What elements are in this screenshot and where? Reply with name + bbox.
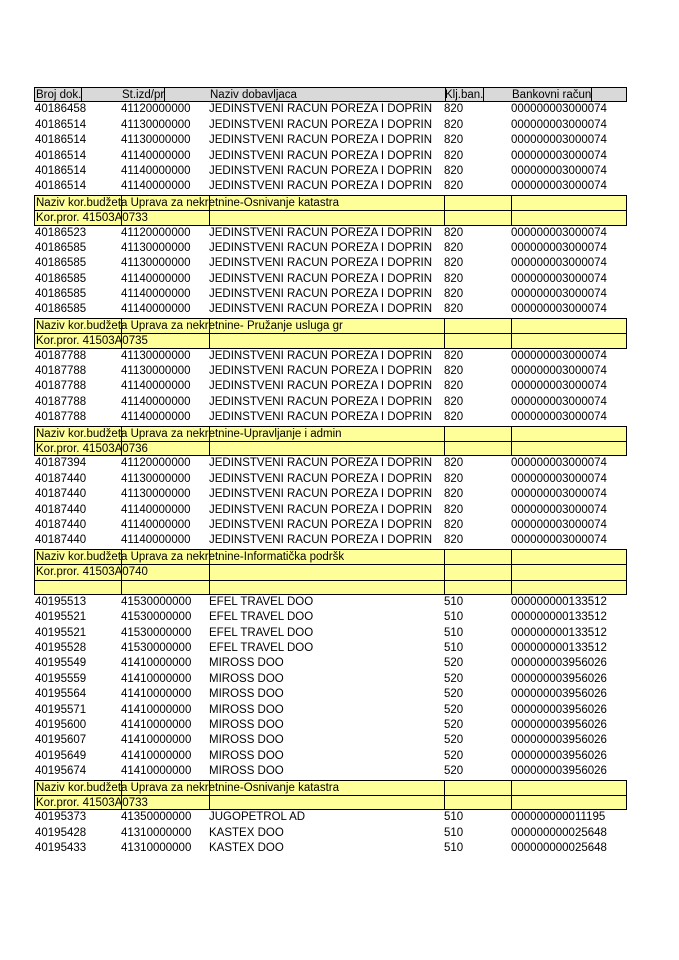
cell-naziv-dobavljaca: JEDINSTVENI RACUN POREZA I DOPRIN (209, 365, 433, 378)
cell-st-izd-pr: 41350000000 (121, 811, 192, 824)
cell-klj-ban: 820 (444, 534, 464, 547)
group-header-row (34, 210, 627, 225)
cell-divider (209, 581, 210, 594)
cell-broj-dok: 40186514 (35, 180, 87, 193)
cell-st-izd-pr: 41120000000 (121, 226, 191, 239)
table-row (34, 533, 627, 548)
cell-bankovni-racun: 000000003956026 (511, 688, 607, 701)
cell-bankovni-racun: 000000003956026 (511, 749, 607, 762)
cell-bankovni-racun: 000000003000074 (511, 518, 607, 531)
cell-klj-ban: 520 (444, 734, 464, 747)
cell-st-izd-pr: 41130000000 (121, 241, 191, 254)
cell-naziv-dobavljaca: JEDINSTVENI RACUN POREZA I DOPRIN (209, 241, 433, 254)
cell-naziv-dobavljaca: JEDINSTVENI RACUN POREZA I DOPRIN (209, 226, 433, 239)
table-row (34, 595, 627, 610)
group-header-text: Naziv kor.budžeta Uprava za nekretnine-Osnivanje katastra (36, 196, 339, 209)
cell-naziv-dobavljaca: JEDINSTVENI RACUN POREZA I DOPRIN (209, 411, 433, 424)
cell-naziv-dobavljaca: JEDINSTVENI RACUN POREZA I DOPRIN (209, 288, 433, 301)
cell-naziv-dobavljaca: JEDINSTVENI RACUN POREZA I DOPRIN (209, 118, 433, 131)
cell-naziv-dobavljaca: EFEL TRAVEL DOO (209, 642, 314, 655)
header-row (34, 87, 627, 102)
cell-st-izd-pr: 41140000000 (121, 395, 191, 408)
table-row (34, 826, 627, 841)
cell-klj-ban: 820 (444, 411, 464, 424)
cell-klj-ban: 820 (444, 226, 464, 239)
cell-broj-dok: 40187788 (35, 395, 87, 408)
cell-klj-ban: 820 (444, 149, 464, 162)
cell-klj-ban: 520 (444, 765, 464, 778)
cell-bankovni-racun: 000000000025648 (511, 826, 607, 839)
table-row (34, 364, 627, 379)
cell-st-izd-pr: 41530000000 (121, 611, 192, 624)
group-header-row (34, 441, 627, 456)
cell-naziv-dobavljaca: JEDINSTVENI RACUN POREZA I DOPRIN (209, 272, 433, 285)
cell-klj-ban: 820 (444, 303, 464, 316)
cell-st-izd-pr: 41410000000 (121, 734, 192, 747)
cell-st-izd-pr: 41140000000 (121, 303, 191, 316)
cell-bankovni-racun: 000000003000074 (511, 272, 607, 285)
cell-naziv-dobavljaca: JEDINSTVENI RACUN POREZA I DOPRIN (209, 472, 433, 485)
cell-bankovni-racun: 000000003000074 (511, 411, 607, 424)
cell-bankovni-racun: 000000003000074 (511, 149, 607, 162)
cell-divider (444, 427, 445, 441)
cell-broj-dok: 40187788 (35, 365, 87, 378)
table-row (34, 456, 627, 471)
cell-broj-dok: 40195649 (35, 749, 87, 762)
cell-bankovni-racun: 000000000133512 (511, 611, 607, 624)
cell-klj-ban: 820 (444, 395, 464, 408)
group-header-row (34, 318, 627, 333)
cell-broj-dok: 40186514 (35, 118, 87, 131)
table-row (34, 226, 627, 241)
table-row (34, 118, 627, 133)
cell-naziv-dobavljaca: MIROSS DOO (209, 734, 284, 747)
cell-naziv-dobavljaca: JEDINSTVENI RACUN POREZA I DOPRIN (209, 164, 433, 177)
cell-klj-ban: 520 (444, 657, 464, 670)
table-row (34, 133, 627, 148)
table-row (34, 102, 627, 117)
cell-divider (444, 550, 445, 564)
cell-bankovni-racun: 000000000133512 (511, 626, 607, 639)
cell-st-izd-pr: 41140000000 (121, 288, 191, 301)
cell-naziv-dobavljaca: JEDINSTVENI RACUN POREZA I DOPRIN (209, 103, 433, 116)
cell-klj-ban: 820 (444, 288, 464, 301)
cell-klj-ban: 820 (444, 503, 464, 516)
cell-st-izd-pr: 41130000000 (121, 118, 191, 131)
group-header-row (34, 549, 627, 564)
cell-bankovni-racun: 000000000133512 (511, 642, 607, 655)
cell-bankovni-racun: 000000003956026 (511, 657, 607, 670)
cell-broj-dok: 40195528 (35, 642, 87, 655)
table-body (34, 102, 627, 856)
header-cell-naziv-dobavljaca: Naziv dobavljaca (210, 88, 446, 101)
cell-klj-ban: 820 (444, 518, 464, 531)
cell-klj-ban: 820 (444, 103, 464, 116)
table-row (34, 672, 627, 687)
cell-naziv-dobavljaca: MIROSS DOO (209, 672, 284, 685)
cell-broj-dok: 40195549 (35, 657, 87, 670)
cell-bankovni-racun: 000000003000074 (511, 241, 607, 254)
cell-bankovni-racun: 000000003956026 (511, 703, 607, 716)
cell-st-izd-pr: 41140000000 (121, 518, 191, 531)
table-row (34, 149, 627, 164)
cell-klj-ban: 820 (444, 241, 464, 254)
cell-klj-ban: 520 (444, 672, 464, 685)
cell-broj-dok: 40195607 (35, 734, 87, 747)
cell-broj-dok: 40195521 (35, 611, 87, 624)
cell-bankovni-racun: 000000003000074 (511, 134, 607, 147)
table-row (34, 410, 627, 425)
cell-bankovni-racun: 000000003000074 (511, 380, 607, 393)
cell-divider (444, 319, 445, 333)
cell-klj-ban: 820 (444, 457, 464, 470)
cell-st-izd-pr: 41120000000 (121, 457, 191, 470)
cell-klj-ban: 820 (444, 118, 464, 131)
cell-naziv-dobavljaca: MIROSS DOO (209, 688, 284, 701)
cell-st-izd-pr: 41410000000 (121, 719, 192, 732)
cell-broj-dok: 40186585 (35, 241, 87, 254)
group-header-text: Kor.pror. 41503A0735 (36, 335, 148, 348)
cell-divider (511, 565, 512, 579)
cell-bankovni-racun: 000000003000074 (511, 257, 607, 270)
cell-klj-ban: 820 (444, 380, 464, 393)
cell-broj-dok: 40195571 (35, 703, 87, 716)
cell-st-izd-pr: 41130000000 (121, 134, 191, 147)
cell-st-izd-pr: 41140000000 (121, 411, 191, 424)
cell-klj-ban: 820 (444, 365, 464, 378)
cell-naziv-dobavljaca: JEDINSTVENI RACUN POREZA I DOPRIN (209, 457, 433, 470)
cell-bankovni-racun: 000000003000074 (511, 180, 607, 193)
cell-klj-ban: 520 (444, 719, 464, 732)
spreadsheet (34, 87, 627, 857)
table-row (34, 179, 627, 194)
cell-bankovni-racun: 000000003000074 (511, 118, 607, 131)
cell-klj-ban: 820 (444, 180, 464, 193)
cell-klj-ban: 520 (444, 688, 464, 701)
table-row (34, 272, 627, 287)
cell-naziv-dobavljaca: EFEL TRAVEL DOO (209, 595, 314, 608)
cell-naziv-dobavljaca: JEDINSTVENI RACUN POREZA I DOPRIN (209, 180, 433, 193)
cell-bankovni-racun: 000000003000074 (511, 472, 607, 485)
cell-naziv-dobavljaca: JEDINSTVENI RACUN POREZA I DOPRIN (209, 503, 433, 516)
table-row (34, 487, 627, 502)
group-header-row (34, 580, 627, 595)
cell-naziv-dobavljaca: KASTEX DOO (209, 842, 284, 855)
cell-divider (511, 550, 512, 564)
group-header-row (34, 426, 627, 441)
cell-naziv-dobavljaca: JEDINSTVENI RACUN POREZA I DOPRIN (209, 149, 433, 162)
group-header-text: Naziv kor.budžeta Uprava za nekretnine- Pružanje usluga gr (36, 319, 343, 332)
cell-broj-dok: 40186514 (35, 149, 87, 162)
cell-divider (511, 319, 512, 333)
cell-naziv-dobavljaca: JEDINSTVENI RACUN POREZA I DOPRIN (209, 303, 433, 316)
cell-bankovni-racun: 000000003000074 (511, 534, 607, 547)
cell-divider (209, 796, 210, 809)
cell-naziv-dobavljaca: JEDINSTVENI RACUN POREZA I DOPRIN (209, 134, 433, 147)
table-row (34, 703, 627, 718)
cell-klj-ban: 520 (444, 703, 464, 716)
cell-st-izd-pr: 41410000000 (121, 749, 192, 762)
cell-st-izd-pr: 41410000000 (121, 672, 192, 685)
cell-broj-dok: 40187440 (35, 472, 87, 485)
cell-broj-dok: 40187788 (35, 411, 87, 424)
cell-broj-dok: 40186585 (35, 272, 87, 285)
cell-divider (209, 565, 210, 579)
cell-broj-dok: 40195564 (35, 688, 87, 701)
cell-broj-dok: 40187394 (35, 457, 87, 470)
cell-broj-dok: 40187440 (35, 534, 87, 547)
cell-bankovni-racun: 000000003956026 (511, 765, 607, 778)
cell-divider (511, 427, 512, 441)
cell-klj-ban: 510 (444, 611, 464, 624)
cell-divider (444, 565, 445, 579)
cell-broj-dok: 40186523 (35, 226, 87, 239)
cell-divider (511, 442, 512, 455)
table-row (34, 349, 627, 364)
cell-st-izd-pr: 41310000000 (121, 826, 192, 839)
cell-broj-dok: 40195373 (35, 811, 87, 824)
cell-klj-ban: 510 (444, 842, 464, 855)
cell-klj-ban: 820 (444, 272, 464, 285)
header-cell-st-izd-pr: St.izd/pr (122, 89, 165, 101)
group-header-text: Kor.pror. 41503A0733 (36, 796, 148, 809)
cell-broj-dok: 40195428 (35, 826, 87, 839)
cell-broj-dok: 40195674 (35, 765, 87, 778)
cell-bankovni-racun: 000000003000074 (511, 303, 607, 316)
table-row (34, 302, 627, 317)
group-header-text: Kor.pror. 41503A0733 (36, 212, 148, 225)
cell-broj-dok: 40187440 (35, 518, 87, 531)
cell-bankovni-racun: 000000000133512 (511, 595, 607, 608)
cell-st-izd-pr: 41140000000 (121, 164, 191, 177)
group-header-text: Kor.pror. 41503A0740 (36, 566, 148, 579)
cell-broj-dok: 40186514 (35, 164, 87, 177)
cell-divider (209, 442, 210, 455)
table-row (34, 164, 627, 179)
table-row (34, 749, 627, 764)
cell-klj-ban: 820 (444, 349, 464, 362)
cell-st-izd-pr: 41130000000 (121, 349, 191, 362)
cell-divider (121, 581, 122, 594)
cell-divider (511, 196, 512, 210)
cell-broj-dok: 40195521 (35, 626, 87, 639)
table-row (34, 718, 627, 733)
cell-st-izd-pr: 41530000000 (121, 626, 192, 639)
group-header-text: Naziv kor.budžeta Uprava za nekretnine-Upravljanje i admin (36, 427, 342, 440)
cell-naziv-dobavljaca: MIROSS DOO (209, 765, 284, 778)
cell-broj-dok: 40195433 (35, 842, 87, 855)
cell-broj-dok: 40187788 (35, 349, 87, 362)
cell-klj-ban: 820 (444, 164, 464, 177)
cell-divider (444, 796, 445, 809)
cell-naziv-dobavljaca: JEDINSTVENI RACUN POREZA I DOPRIN (209, 257, 433, 270)
cell-st-izd-pr: 41140000000 (121, 149, 191, 162)
cell-bankovni-racun: 000000000011195 (511, 811, 606, 824)
cell-naziv-dobavljaca: MIROSS DOO (209, 719, 284, 732)
cell-klj-ban: 510 (444, 811, 464, 824)
cell-bankovni-racun: 000000003000074 (511, 365, 607, 378)
table-row (34, 379, 627, 394)
cell-divider (209, 211, 210, 224)
cell-broj-dok: 40195513 (35, 595, 87, 608)
group-header-row (34, 333, 627, 348)
cell-st-izd-pr: 41410000000 (121, 765, 192, 778)
cell-st-izd-pr: 41130000000 (121, 472, 191, 485)
group-header-text: Kor.pror. 41503A0736 (36, 442, 148, 455)
header-cell-bankovni-racun: Bankovni račun (512, 89, 592, 101)
header-cell-klj-ban: Klj.ban. (445, 89, 484, 101)
cell-bankovni-racun: 000000003000074 (511, 164, 607, 177)
cell-naziv-dobavljaca: JEDINSTVENI RACUN POREZA I DOPRIN (209, 534, 433, 547)
cell-bankovni-racun: 000000003000074 (511, 457, 607, 470)
cell-broj-dok: 40186585 (35, 303, 87, 316)
header-cell-broj-dok: Broj dok. (36, 89, 82, 101)
cell-klj-ban: 510 (444, 826, 464, 839)
group-header-text: Naziv kor.budžeta Uprava za nekretnine-Osnivanje katastra (36, 781, 339, 794)
cell-naziv-dobavljaca: EFEL TRAVEL DOO (209, 611, 314, 624)
cell-broj-dok: 40186585 (35, 257, 87, 270)
table-row (34, 610, 627, 625)
cell-broj-dok: 40187440 (35, 488, 87, 501)
cell-st-izd-pr: 41530000000 (121, 642, 192, 655)
table-row (34, 656, 627, 671)
cell-broj-dok: 40187788 (35, 380, 87, 393)
group-header-row (34, 780, 627, 795)
table-row (34, 641, 627, 656)
cell-st-izd-pr: 41530000000 (121, 595, 192, 608)
table-row (34, 841, 627, 856)
cell-divider (444, 442, 445, 455)
cell-st-izd-pr: 41140000000 (121, 503, 191, 516)
cell-naziv-dobavljaca: JEDINSTVENI RACUN POREZA I DOPRIN (209, 395, 433, 408)
cell-klj-ban: 510 (444, 595, 464, 608)
cell-bankovni-racun: 000000003000074 (511, 349, 607, 362)
group-header-row (34, 795, 627, 810)
cell-st-izd-pr: 41410000000 (121, 688, 192, 701)
table-row (34, 764, 627, 779)
cell-divider (209, 334, 210, 347)
cell-divider (511, 334, 512, 347)
cell-divider (444, 581, 445, 594)
cell-bankovni-racun: 000000003956026 (511, 672, 607, 685)
cell-bankovni-racun: 000000003956026 (511, 734, 607, 747)
cell-naziv-dobavljaca: EFEL TRAVEL DOO (209, 626, 314, 639)
table-row (34, 687, 627, 702)
cell-klj-ban: 820 (444, 257, 464, 270)
cell-divider (444, 334, 445, 347)
cell-divider (511, 581, 512, 594)
cell-bankovni-racun: 000000003000074 (511, 503, 607, 516)
cell-klj-ban: 820 (444, 134, 464, 147)
table-row (34, 626, 627, 641)
cell-naziv-dobavljaca: MIROSS DOO (209, 703, 284, 716)
cell-bankovni-racun: 000000003000074 (511, 103, 607, 116)
cell-divider (511, 211, 512, 224)
cell-naziv-dobavljaca: MIROSS DOO (209, 657, 284, 670)
cell-st-izd-pr: 41140000000 (121, 380, 191, 393)
cell-naziv-dobavljaca: JEDINSTVENI RACUN POREZA I DOPRIN (209, 488, 433, 501)
table-row (34, 287, 627, 302)
group-header-text: Naziv kor.budžeta Uprava za nekretnine-Informatička podršk (36, 550, 345, 563)
cell-st-izd-pr: 41140000000 (121, 272, 191, 285)
cell-divider (511, 796, 512, 809)
cell-st-izd-pr: 41130000000 (121, 488, 191, 501)
cell-naziv-dobavljaca: MIROSS DOO (209, 749, 284, 762)
cell-st-izd-pr: 41140000000 (121, 534, 191, 547)
cell-broj-dok: 40195600 (35, 719, 87, 732)
cell-divider (444, 196, 445, 210)
cell-bankovni-racun: 000000003000074 (511, 226, 607, 239)
cell-broj-dok: 40186585 (35, 288, 87, 301)
cell-naziv-dobavljaca: JEDINSTVENI RACUN POREZA I DOPRIN (209, 518, 433, 531)
cell-naziv-dobavljaca: JEDINSTVENI RACUN POREZA I DOPRIN (209, 380, 433, 393)
cell-naziv-dobavljaca: JUGOPETROL AD (209, 811, 306, 824)
cell-bankovni-racun: 000000000025648 (511, 842, 607, 855)
cell-broj-dok: 40195559 (35, 672, 87, 685)
cell-bankovni-racun: 000000003000074 (511, 488, 607, 501)
cell-st-izd-pr: 41410000000 (121, 657, 192, 670)
table-row (34, 256, 627, 271)
cell-st-izd-pr: 41120000000 (121, 103, 191, 116)
cell-naziv-dobavljaca: JEDINSTVENI RACUN POREZA I DOPRIN (209, 349, 433, 362)
table-row (34, 472, 627, 487)
cell-divider (444, 211, 445, 224)
table-row (34, 733, 627, 748)
table-row (34, 395, 627, 410)
cell-divider (511, 781, 512, 795)
cell-naziv-dobavljaca: KASTEX DOO (209, 826, 284, 839)
cell-st-izd-pr: 41130000000 (121, 365, 191, 378)
cell-klj-ban: 520 (444, 749, 464, 762)
cell-broj-dok: 40187440 (35, 503, 87, 516)
cell-klj-ban: 820 (444, 472, 464, 485)
cell-klj-ban: 820 (444, 488, 464, 501)
cell-divider (444, 781, 445, 795)
table-row (34, 810, 627, 825)
cell-st-izd-pr: 41130000000 (121, 257, 191, 270)
table-row (34, 518, 627, 533)
cell-st-izd-pr: 41410000000 (121, 703, 192, 716)
table-row (34, 241, 627, 256)
group-header-row (34, 195, 627, 210)
cell-st-izd-pr: 41310000000 (121, 842, 192, 855)
cell-bankovni-racun: 000000003000074 (511, 288, 607, 301)
cell-broj-dok: 40186514 (35, 134, 87, 147)
cell-bankovni-racun: 000000003000074 (511, 395, 607, 408)
table-row (34, 503, 627, 518)
cell-klj-ban: 510 (444, 642, 464, 655)
cell-st-izd-pr: 41140000000 (121, 180, 191, 193)
group-header-row (34, 564, 627, 579)
cell-klj-ban: 510 (444, 626, 464, 639)
cell-bankovni-racun: 000000003956026 (511, 719, 607, 732)
cell-broj-dok: 40186458 (35, 103, 87, 116)
